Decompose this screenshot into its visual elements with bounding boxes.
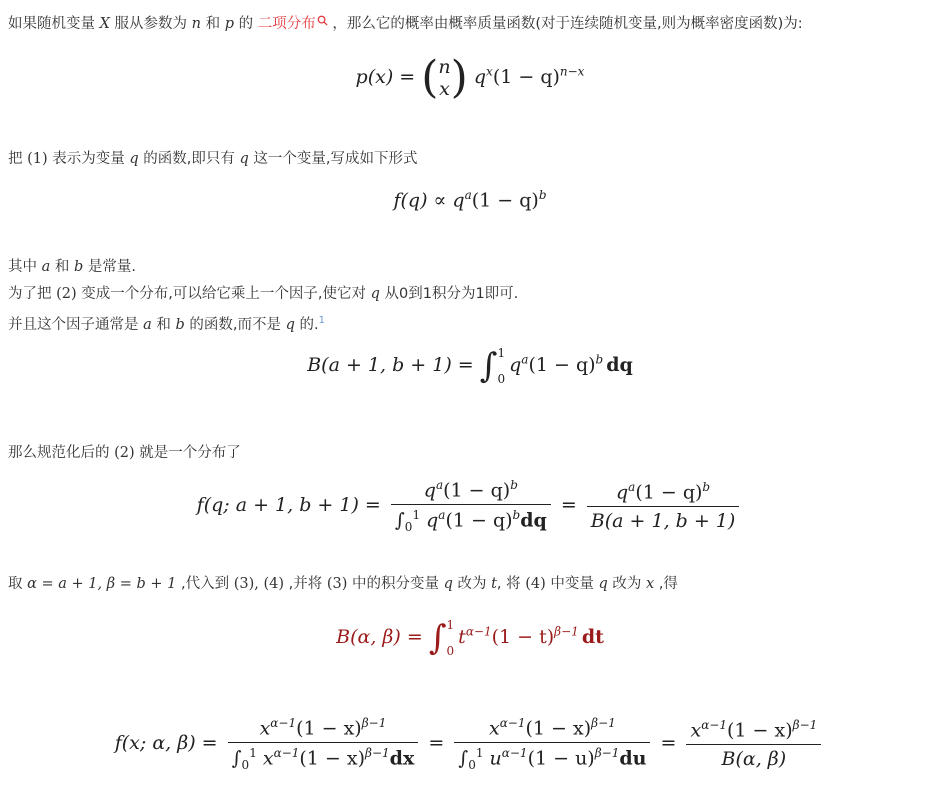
text: ，那么它的概率由概率质量函数(对于连续随机变量,则为概率密度函数)为:	[327, 16, 803, 32]
text: 就是一个分布了	[134, 445, 241, 461]
eq-lhs: f(q) ∝ q	[393, 189, 465, 212]
differential: dt	[581, 626, 604, 648]
text: 变成一个分布,可以给它乘上一个因子,使它对	[76, 286, 371, 302]
eq-term: (1 − q)	[528, 354, 596, 376]
differential: dq	[606, 354, 633, 376]
equation-beta-integral	[0, 340, 940, 392]
text: 的	[234, 16, 258, 32]
equation-binomial-pmf	[0, 52, 940, 103]
var-q: q	[370, 286, 380, 302]
fraction	[587, 480, 740, 532]
text: 这一个变量,写成如下形式	[248, 151, 418, 167]
paragraph-intro	[8, 14, 803, 34]
substitution: α = a + 1, β = b + 1	[27, 576, 177, 592]
eq-term: (1 − q)	[471, 189, 539, 212]
fraction: $\frac{x^{\alpha-1}(1 - x)^{\beta-1}}{\int_0^1 x^{\alpha-1}(1 - x)^{\beta-1}dx}$	[228, 716, 419, 772]
equation-beta-density: f(x; α, β) = $\frac{x^{\alpha-1}(1 - x)^{\beta-1}}{\int_0^1 x^{\alpha-1}(1 - x)^{\beta-1}dx}$ = $\frac{x^{\alpha-1}(1 - x)^{\beta-1}}{\int_0^1 u^{\alpha-1}(1 - u)^{\beta-1}du}$ = $\frac{x^{\alpha-1}(1 - x)^{\beta-1}}{B(\alpha, \beta)}$	[0, 716, 940, 772]
denominator: $\int_0^1$ $q^a(1 - q)^bdq$	[394, 508, 547, 535]
var-q: q	[285, 316, 295, 333]
link-label: 二项分布	[257, 16, 316, 32]
binom-top: n	[438, 56, 451, 78]
eq-lhs: f(x; α, β) =	[114, 732, 224, 755]
eq-exp: x	[486, 64, 493, 79]
eq-exp: b	[595, 352, 604, 367]
binomial-coefficient: (n x)	[421, 52, 468, 103]
integral-sign: ∫	[479, 346, 498, 386]
paragraph-normalize	[8, 284, 518, 304]
text: 其中	[8, 259, 42, 275]
fraction	[391, 478, 551, 534]
paragraph-constants	[8, 257, 136, 277]
paragraph-rewrite	[8, 149, 418, 169]
paragraph-normalized	[8, 443, 241, 463]
equation-proportional	[0, 188, 940, 211]
text: 那么规范化后的	[8, 445, 115, 461]
text: 和	[151, 316, 176, 333]
var-b: b	[175, 316, 185, 333]
text: 把	[8, 151, 28, 167]
binom-bottom: x	[439, 78, 450, 100]
search-icon	[317, 15, 328, 26]
eq-exp: a	[521, 352, 529, 367]
fraction: $\frac{x^{\alpha-1}(1 - x)^{\beta-1}}{B(\alpha, \beta)}$	[686, 718, 821, 770]
eq-lhs: B(a + 1, b + 1) =	[307, 354, 480, 376]
denominator: B(a + 1, b + 1)	[590, 510, 736, 533]
eq-term: q	[467, 66, 487, 88]
text: 的函数,即只有	[138, 151, 240, 167]
text: 如果随机变量	[8, 16, 100, 32]
text: 的函数,而不是	[184, 316, 286, 333]
numerator: $q^a(1 - q)^b$	[587, 480, 740, 507]
text: 并且这个因子通常是	[8, 316, 144, 333]
var-a: a	[41, 259, 51, 275]
var-b: b	[73, 259, 84, 275]
eq-term: t	[458, 626, 466, 648]
text: 为了把	[8, 286, 57, 302]
eq-exp: b	[538, 188, 547, 202]
equation-ref: (2)	[56, 286, 77, 302]
integral-limits	[497, 340, 505, 392]
numerator: $q^a(1 - q)^b$	[391, 478, 551, 505]
text: 的.	[294, 316, 319, 333]
text: 是常量.	[83, 259, 136, 275]
equation-ref: (3), (4)	[233, 576, 284, 592]
integral-sign: ∫	[428, 618, 447, 658]
eq-lhs: p(x) =	[355, 66, 422, 88]
lower-limit: 0	[497, 372, 506, 386]
equation-normalized-density	[0, 478, 940, 534]
equals: =	[554, 494, 583, 517]
text: 和	[50, 259, 74, 275]
eq-lhs: f(q; a + 1, b + 1) =	[196, 494, 387, 517]
text: 表示为变量	[47, 151, 130, 167]
var-q: q	[239, 151, 249, 167]
upper-limit: 1	[497, 346, 506, 360]
eq-exp: n−x	[559, 64, 585, 79]
eq-term: q	[509, 354, 522, 376]
eq-term: (1 − q)	[492, 66, 560, 88]
paragraph-substitute: 取 α = a + 1, β = b + 1 ,代入到 (3), (4) ,并将 (3) 中的积分变量 q 改为 t, 将 (4) 中变量 q 改为 x ,得	[8, 576, 678, 592]
eq-exp: a	[464, 188, 472, 202]
footnote-link[interactable]: 1	[318, 315, 325, 326]
var-p: p	[224, 16, 235, 32]
equation-beta-function: B(α, β) = ∫1 $0t^{\alpha-1}(1 - t)^{\beta-1}$ dt	[0, 612, 940, 664]
fraction: $\frac{x^{\alpha-1}(1 - x)^{\beta-1}}{\int_0^1 u^{\alpha-1}(1 - u)^{\beta-1}du}$	[454, 716, 650, 772]
equation-ref: (3)	[326, 576, 348, 592]
text: 从0到1积分为1即可.	[379, 286, 519, 302]
var-a: a	[143, 316, 152, 333]
eq-lhs: B(α, β) =	[336, 626, 429, 648]
text: 和	[201, 16, 225, 32]
equation-ref: (2)	[114, 445, 135, 461]
text: 服从参数为	[109, 16, 192, 32]
var-n: n	[191, 16, 201, 32]
equation-ref: (4)	[525, 576, 546, 592]
paragraph-factor	[8, 311, 325, 335]
binomial-distribution-link[interactable]	[258, 16, 328, 32]
integral-limits: 1 0	[446, 618, 455, 658]
var-q: q	[129, 151, 139, 167]
equation-ref: (1)	[27, 151, 48, 167]
var-X: X	[99, 16, 110, 32]
